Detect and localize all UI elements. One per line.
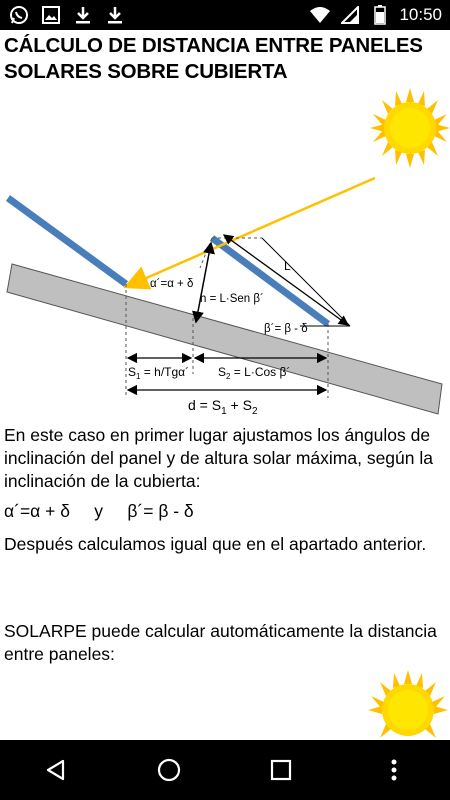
title-line-1: CÁLCULO DE DISTANCIA ENTRE PANELES [4, 34, 423, 57]
clock: 10:50 [399, 5, 442, 24]
signal-icon [339, 4, 361, 26]
h-label: h = L·Sen β´ [200, 293, 264, 305]
roof-slab [7, 264, 442, 414]
sun-icon [366, 670, 450, 740]
alpha-angle-label: α´=α + δ [150, 278, 194, 290]
more-button[interactable] [364, 740, 424, 800]
home-icon [156, 757, 182, 783]
wifi-icon [309, 4, 331, 26]
sun-icon [370, 88, 450, 168]
title-line-2: SOLARES SOBRE CUBIERTA [4, 60, 288, 83]
page-title [0, 33, 450, 85]
whatsapp-icon [8, 4, 30, 26]
download-icon [104, 4, 126, 26]
paragraph-calc: Después calculamos igual que en el apartado anterior. [4, 534, 427, 554]
battery-icon [369, 4, 391, 26]
more-icon [390, 758, 398, 782]
back-icon [44, 758, 68, 782]
recents-button[interactable] [251, 740, 311, 800]
right-solar-panel [212, 238, 328, 324]
back-button[interactable] [26, 740, 86, 800]
d-label: $d = S_1 + S_2$ [188, 397, 258, 417]
image-icon [40, 4, 62, 26]
paragraph-intro: En este caso en primer lugar ajustamos los ángulos de inclinación del panel y de altura solar máxima, según la inclinación de la cubierta: [4, 425, 433, 491]
content-area[interactable] [0, 30, 450, 740]
status-bar [0, 0, 450, 30]
panel-distance-diagram [0, 88, 450, 424]
beta-angle-label: β´= β - δ [264, 323, 308, 335]
download-icon [72, 4, 94, 26]
home-button[interactable] [139, 740, 199, 800]
paragraph-solarpe: SOLARPE puede calcular automáticamente la distancia entre paneles: [4, 621, 437, 664]
angle-formulas: α´=α + δ y β´= β - δ [4, 501, 194, 521]
navigation-bar [0, 740, 450, 800]
s2-label: $S_2 = L\cdot Cos$ β´ [218, 365, 291, 381]
recents-icon [270, 759, 292, 781]
L-label: L [284, 259, 291, 273]
s1-label: $S_1$ = h/Tgα´ [128, 365, 190, 381]
